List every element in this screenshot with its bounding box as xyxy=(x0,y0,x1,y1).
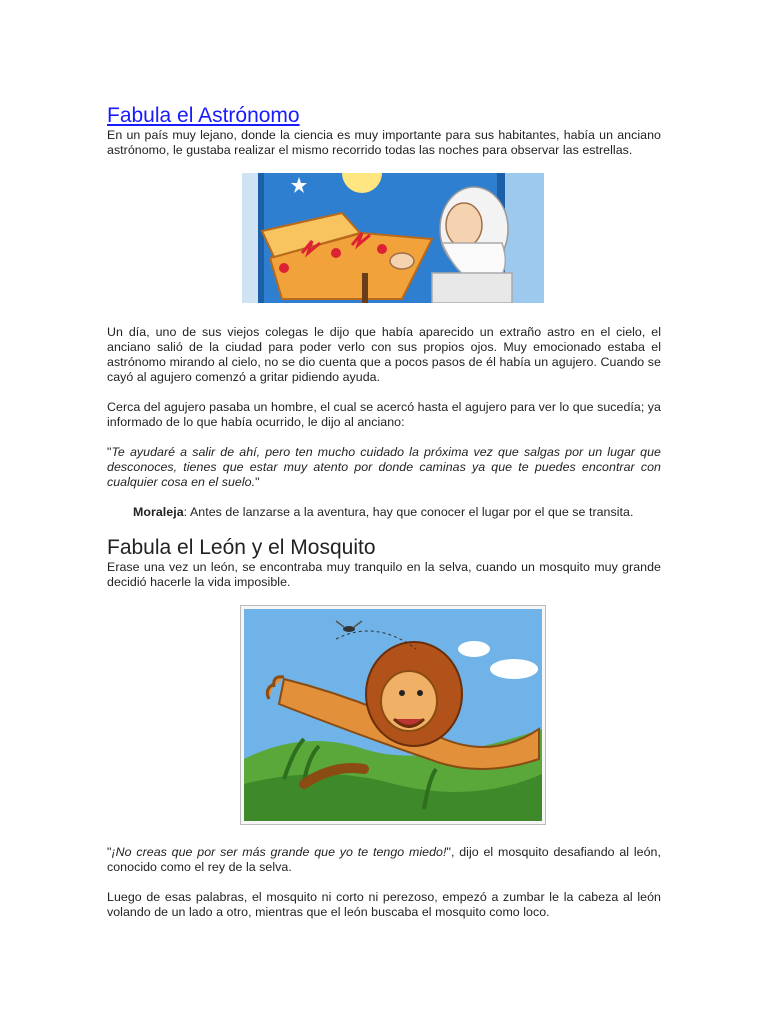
fable1-moral xyxy=(107,505,661,520)
astronomer-illustration-wrap xyxy=(107,158,661,325)
fable1-title-link[interactable]: Fabula el Astrónomo xyxy=(107,104,300,127)
fable2-quote: ¡No creas que por ser más grande que yo te tengo miedo! xyxy=(111,845,447,859)
fable2-quote-paragraph: "¡No creas que por ser más grande que yo te tengo miedo!", dijo el mosquito desafiando al león, conocido como el rey de la selva. xyxy=(107,845,661,874)
lion-illustration-wrap xyxy=(107,590,661,845)
fable1-quote: Te ayudaré a salir de ahí, pero ten mucho cuidado la próxima vez que salgas por un lugar que desconoces, tienes que estar muy atento por donde caminas ya que te puedes encontrar con cualquier cosa en el suelo. xyxy=(107,445,661,489)
moral-text: : Antes de lanzarse a la aventura, hay que conocer el lugar por el que se transita. xyxy=(183,505,634,519)
lion-illustration xyxy=(240,605,546,825)
fable1-quote-paragraph: "Te ayudaré a salir de ahí, pero ten mucho cuidado la próxima vez que salgas por un lugar que desconoces, tienes que estar muy atento por donde caminas ya que te puedes encontrar con cualquier cosa en el suelo." xyxy=(107,445,661,489)
fable2-intro: Erase una vez un león, se encontraba muy tranquilo en la selva, cuando un mosquito muy grande decidió hacerle la vida imposible. xyxy=(107,560,661,589)
moral-label: Moraleja xyxy=(133,505,184,519)
astronomer-illustration xyxy=(242,173,544,303)
fable2-title: Fabula el León y el Mosquito xyxy=(107,536,376,559)
fable1-paragraph-1: Un día, uno de sus viejos colegas le dijo que había aparecido un extraño astro en el cielo, el anciano salió de la ciudad para poder verlo con sus propios ojos. Muy emocionado estaba el astrónomo mirando al cielo, no se dio cuenta que a pocos pasos de él había un agujero. Cuando se cayó al agujero comenzó a gritar pidiendo ayuda. xyxy=(107,325,661,384)
fable2-paragraph-2: Luego de esas palabras, el mosquito ni corto ni perezoso, empezó a zumbar le la cabeza al león volando de un lado a otro, mientras que el león buscaba el mosquito como loco. xyxy=(107,890,661,919)
fable1-paragraph-2: Cerca del agujero pasaba un hombre, el cual se acercó hasta el agujero para ver lo que sucedía; ya informado de lo que había ocurrido, le dijo al anciano: xyxy=(107,400,661,429)
document-page xyxy=(107,104,661,920)
fable2-quote-after: , dijo el mosquito desafiando al león, conocido como el rey de la selva. xyxy=(107,845,661,874)
fable1-intro: En un país muy lejano, donde la ciencia es muy importante para sus habitantes, había un anciano astrónomo, le gustaba realizar el mismo recorrido todas las noches para observar las estrellas. xyxy=(107,128,661,157)
